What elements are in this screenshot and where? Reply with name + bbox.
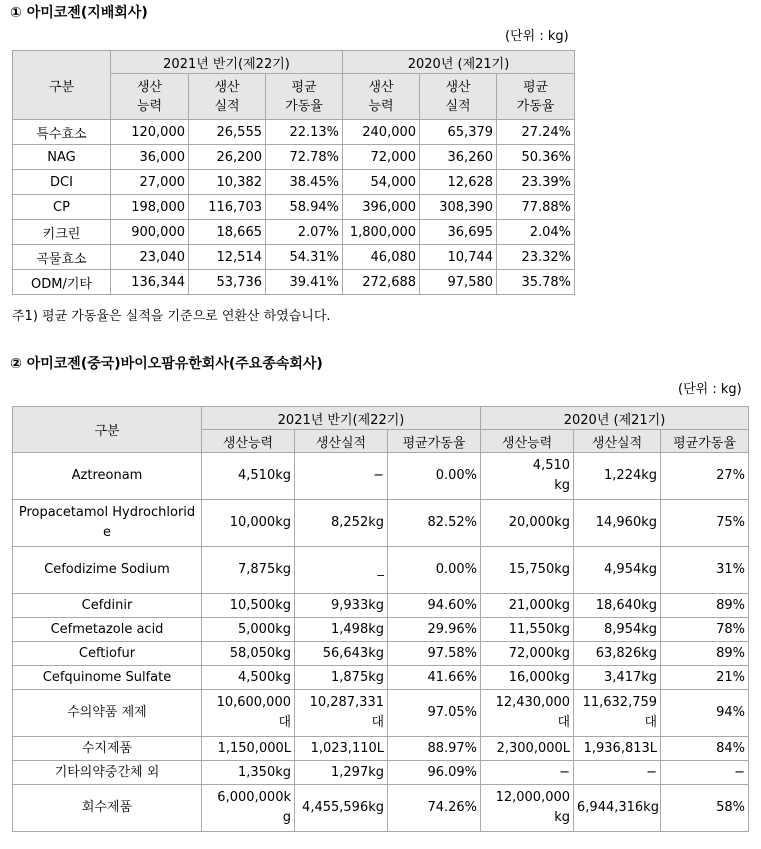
row-category: 곡물효소 <box>13 245 111 270</box>
row-category: Propacetamol Hydrochlorid e <box>13 500 202 547</box>
header-capacity: 생산 능력 <box>343 74 420 120</box>
cell-actual-2020: 10,744 <box>420 245 497 270</box>
cell-actual-2021: 18,665 <box>189 220 266 245</box>
table-row <box>13 594 749 618</box>
cell-actual-2020: 1,936,813L <box>574 737 661 761</box>
cell-capacity-2020: 2,300,000L <box>481 737 574 761</box>
row-category: Aztreonam <box>13 453 202 500</box>
cell-rate-2020: 35.78% <box>497 270 575 295</box>
cell-actual-2020: 97,580 <box>420 270 497 295</box>
cell-rate-2021: 72.78% <box>266 145 343 170</box>
cell-capacity-2021: 1,150,000L <box>202 737 295 761</box>
cell-capacity-2020: 16,000kg <box>481 666 574 690</box>
cell-capacity-2020: 272,688 <box>343 270 420 295</box>
cell-capacity-2021: 136,344 <box>111 270 189 295</box>
table-row <box>13 618 749 642</box>
cell-capacity-2020: 72,000kg <box>481 642 574 666</box>
header-rate: 평균가동율 <box>661 430 749 453</box>
header-actual: 생산 실적 <box>189 74 266 120</box>
cell-actual-2021: 9,933kg <box>295 594 388 618</box>
table-row <box>13 120 575 145</box>
row-category: CP <box>13 195 111 220</box>
cell-rate-2021: 54.31% <box>266 245 343 270</box>
header-period-2020: 2020년 (제21기) <box>343 51 575 74</box>
header-period-2021: 2021년 반기(제22기) <box>202 407 481 430</box>
table-amicogen-parent <box>12 50 575 295</box>
header-category: 구분 <box>13 51 111 120</box>
cell-capacity-2020: 12,430,000 대 <box>481 690 574 737</box>
table-row <box>13 270 575 295</box>
cell-rate-2020: 23.39% <box>497 170 575 195</box>
cell-rate-2021: 97.05% <box>388 690 481 737</box>
row-category: ODM/기타 <box>13 270 111 295</box>
cell-capacity-2020: 72,000 <box>343 145 420 170</box>
cell-rate-2020: 27% <box>661 453 749 500</box>
cell-capacity-2021: 198,000 <box>111 195 189 220</box>
row-category: DCI <box>13 170 111 195</box>
cell-rate-2020: − <box>661 761 749 785</box>
cell-capacity-2021: 10,500kg <box>202 594 295 618</box>
cell-rate-2020: 89% <box>661 642 749 666</box>
cell-capacity-2021: 10,000kg <box>202 500 295 547</box>
cell-actual-2020: 36,260 <box>420 145 497 170</box>
cell-capacity-2020: 12,000,000 kg <box>481 785 574 832</box>
row-category: 수지제품 <box>13 737 202 761</box>
cell-capacity-2021: 36,000 <box>111 145 189 170</box>
cell-capacity-2021: 4,510kg <box>202 453 295 500</box>
row-category: Cefmetazole acid <box>13 618 202 642</box>
cell-capacity-2021: 6,000,000k g <box>202 785 295 832</box>
cell-actual-2021: _ <box>295 547 388 594</box>
cell-rate-2021: 38.45% <box>266 170 343 195</box>
header-period-2020: 2020년 (제21기) <box>481 407 749 430</box>
row-category: 특수효소 <box>13 120 111 145</box>
table-row <box>13 642 749 666</box>
row-category: 기타의약중간체 외 <box>13 761 202 785</box>
cell-rate-2020: 89% <box>661 594 749 618</box>
cell-actual-2020: 36,695 <box>420 220 497 245</box>
cell-rate-2021: 2.07% <box>266 220 343 245</box>
cell-capacity-2021: 900,000 <box>111 220 189 245</box>
cell-actual-2021: 12,514 <box>189 245 266 270</box>
cell-actual-2021: 4,455,596kg <box>295 785 388 832</box>
row-category: Ceftiofur <box>13 642 202 666</box>
row-category: 회수제품 <box>13 785 202 832</box>
cell-rate-2021: 29.96% <box>388 618 481 642</box>
cell-actual-2021: 26,200 <box>189 145 266 170</box>
row-category: Cefodizime Sodium <box>13 547 202 594</box>
cell-capacity-2020: 21,000kg <box>481 594 574 618</box>
table-row <box>13 220 575 245</box>
section1-title: ① 아미코젠(지배회사) <box>10 5 148 21</box>
cell-capacity-2021: 7,875kg <box>202 547 295 594</box>
cell-actual-2021: 26,555 <box>189 120 266 145</box>
cell-capacity-2021: 4,500kg <box>202 666 295 690</box>
cell-actual-2020: 12,628 <box>420 170 497 195</box>
row-category: Cefquinome Sulfate <box>13 666 202 690</box>
section1-unit: (단위 : kg) <box>505 29 569 44</box>
cell-actual-2021: 1,297kg <box>295 761 388 785</box>
cell-actual-2021: 56,643kg <box>295 642 388 666</box>
cell-rate-2021: 97.58% <box>388 642 481 666</box>
row-category: 수의약품 제제 <box>13 690 202 737</box>
cell-capacity-2021: 23,040 <box>111 245 189 270</box>
header-actual: 생산 실적 <box>420 74 497 120</box>
table-amicogen-china <box>12 406 749 832</box>
header-category: 구분 <box>13 407 202 453</box>
cell-actual-2021: 53,736 <box>189 270 266 295</box>
cell-actual-2021: 1,498kg <box>295 618 388 642</box>
cell-rate-2021: 39.41% <box>266 270 343 295</box>
table-row <box>13 761 749 785</box>
cell-rate-2020: 75% <box>661 500 749 547</box>
cell-actual-2020: 63,826kg <box>574 642 661 666</box>
cell-rate-2020: 78% <box>661 618 749 642</box>
cell-actual-2021: 1,023,110L <box>295 737 388 761</box>
header-actual: 생산실적 <box>295 430 388 453</box>
section2-title: ② 아미코젠(중국)바이오팜유한회사(주요종속회사) <box>10 356 323 372</box>
cell-actual-2021: 1,875kg <box>295 666 388 690</box>
cell-capacity-2021: 5,000kg <box>202 618 295 642</box>
section2-unit: (단위 : kg) <box>678 382 742 397</box>
cell-capacity-2021: 58,050kg <box>202 642 295 666</box>
header-capacity: 생산능력 <box>481 430 574 453</box>
cell-actual-2020: 6,944,316kg <box>574 785 661 832</box>
cell-actual-2021: 116,703 <box>189 195 266 220</box>
cell-capacity-2020: 1,800,000 <box>343 220 420 245</box>
cell-capacity-2021: 27,000 <box>111 170 189 195</box>
cell-actual-2020: 308,390 <box>420 195 497 220</box>
table-row <box>13 170 575 195</box>
cell-rate-2020: 94% <box>661 690 749 737</box>
cell-rate-2020: 2.04% <box>497 220 575 245</box>
cell-rate-2020: 27.24% <box>497 120 575 145</box>
cell-capacity-2020: 54,000 <box>343 170 420 195</box>
cell-actual-2020: 14,960kg <box>574 500 661 547</box>
cell-capacity-2020: 11,550kg <box>481 618 574 642</box>
cell-actual-2020: − <box>574 761 661 785</box>
cell-rate-2020: 84% <box>661 737 749 761</box>
table-row <box>13 666 749 690</box>
table-row <box>13 690 749 737</box>
header-capacity: 생산능력 <box>202 430 295 453</box>
cell-rate-2020: 21% <box>661 666 749 690</box>
cell-actual-2021: − <box>295 453 388 500</box>
row-category: 키크린 <box>13 220 111 245</box>
table-row <box>13 145 575 170</box>
header-actual: 생산실적 <box>574 430 661 453</box>
row-category: Cefdinir <box>13 594 202 618</box>
cell-capacity-2020: − <box>481 761 574 785</box>
table-row <box>13 737 749 761</box>
cell-actual-2020: 65,379 <box>420 120 497 145</box>
cell-actual-2021: 8,252kg <box>295 500 388 547</box>
cell-rate-2020: 23.32% <box>497 245 575 270</box>
table-row <box>13 785 749 832</box>
cell-rate-2020: 58% <box>661 785 749 832</box>
cell-rate-2021: 82.52% <box>388 500 481 547</box>
table-row <box>13 500 749 547</box>
cell-capacity-2020: 240,000 <box>343 120 420 145</box>
cell-rate-2021: 41.66% <box>388 666 481 690</box>
cell-actual-2020: 4,954kg <box>574 547 661 594</box>
header-period-2021: 2021년 반기(제22기) <box>111 51 343 74</box>
cell-capacity-2020: 20,000kg <box>481 500 574 547</box>
cell-capacity-2021: 10,600,000 대 <box>202 690 295 737</box>
cell-capacity-2021: 1,350kg <box>202 761 295 785</box>
cell-actual-2020: 1,224kg <box>574 453 661 500</box>
cell-capacity-2020: 4,510 kg <box>481 453 574 500</box>
cell-capacity-2020: 15,750kg <box>481 547 574 594</box>
cell-rate-2021: 58.94% <box>266 195 343 220</box>
cell-actual-2020: 11,632,759 대 <box>574 690 661 737</box>
cell-rate-2021: 0.00% <box>388 547 481 594</box>
cell-capacity-2020: 46,080 <box>343 245 420 270</box>
cell-rate-2020: 77.88% <box>497 195 575 220</box>
table-row <box>13 245 575 270</box>
table-row <box>13 195 575 220</box>
cell-rate-2021: 22.13% <box>266 120 343 145</box>
cell-rate-2021: 96.09% <box>388 761 481 785</box>
table-row <box>13 453 749 500</box>
cell-actual-2020: 18,640kg <box>574 594 661 618</box>
cell-actual-2021: 10,287,331 대 <box>295 690 388 737</box>
cell-rate-2020: 50.36% <box>497 145 575 170</box>
header-rate: 평균 가동율 <box>266 74 343 120</box>
cell-rate-2021: 94.60% <box>388 594 481 618</box>
cell-actual-2020: 8,954kg <box>574 618 661 642</box>
cell-rate-2021: 88.97% <box>388 737 481 761</box>
header-capacity: 생산 능력 <box>111 74 189 120</box>
cell-capacity-2021: 120,000 <box>111 120 189 145</box>
cell-rate-2020: 31% <box>661 547 749 594</box>
section1-footnote: 주1) 평균 가동율은 실적을 기준으로 연환산 하였습니다. <box>12 309 331 324</box>
cell-actual-2021: 10,382 <box>189 170 266 195</box>
cell-capacity-2020: 396,000 <box>343 195 420 220</box>
header-rate: 평균가동율 <box>388 430 481 453</box>
cell-rate-2021: 0.00% <box>388 453 481 500</box>
cell-rate-2021: 74.26% <box>388 785 481 832</box>
header-rate: 평균 가동율 <box>497 74 575 120</box>
table-row <box>13 547 749 594</box>
cell-actual-2020: 3,417kg <box>574 666 661 690</box>
row-category: NAG <box>13 145 111 170</box>
